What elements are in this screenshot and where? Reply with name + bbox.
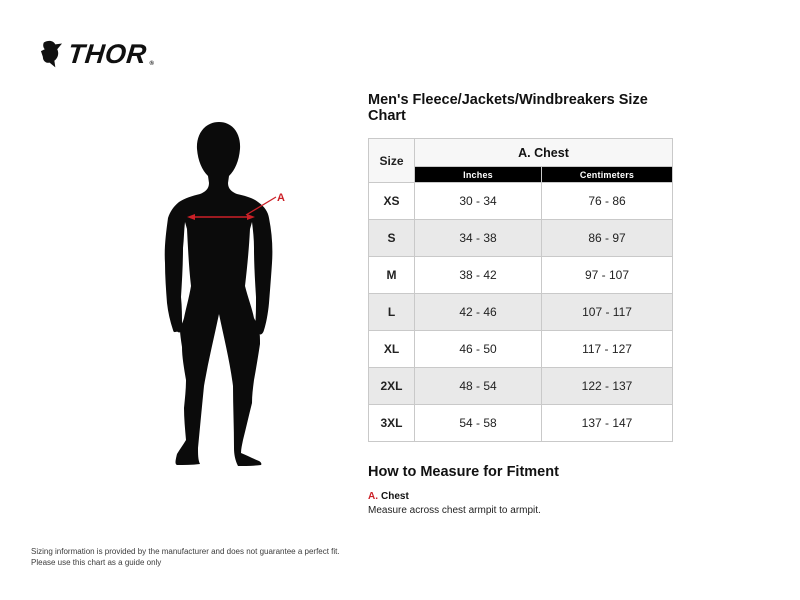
size-cell: 3XL	[369, 405, 415, 442]
size-cell: XS	[369, 183, 415, 220]
centimeters-cell: 117 - 127	[542, 331, 673, 368]
inches-cell: 54 - 58	[415, 405, 542, 442]
how-to-measure-heading: How to Measure for Fitment	[368, 464, 559, 480]
table-row	[369, 368, 673, 405]
inches-cell: 48 - 54	[415, 368, 542, 405]
table-row	[369, 331, 673, 368]
size-chart-header	[369, 139, 673, 183]
centimeters-cell: 76 - 86	[542, 183, 673, 220]
table-row	[369, 405, 673, 442]
measure-item-title	[368, 491, 672, 503]
measure-item-letter: A.	[368, 491, 378, 502]
disclaimer-line-1: Sizing information is provided by the manufacturer and does not guarantee a perfect fit.	[31, 547, 340, 556]
brand-logo	[40, 39, 154, 69]
measure-item-chest	[368, 491, 672, 516]
size-cell: M	[369, 257, 415, 294]
size-chart-title: Men's Fleece/Jackets/Windbreakers Size Chart	[368, 92, 648, 124]
how-to-measure-section	[368, 464, 672, 516]
inches-unit-header: Inches	[415, 167, 542, 183]
inches-cell: 46 - 50	[415, 331, 542, 368]
thor-helmet-icon	[40, 39, 63, 69]
table-row	[369, 257, 673, 294]
body-silhouette-figure	[138, 118, 302, 470]
size-cell: S	[369, 220, 415, 257]
centimeters-cell: 97 - 107	[542, 257, 673, 294]
inches-cell: 30 - 34	[415, 183, 542, 220]
male-silhouette-graphic	[138, 118, 302, 470]
disclaimer-line-2: Please use this chart as a guide only	[31, 557, 162, 567]
inches-cell: 38 - 42	[415, 257, 542, 294]
brand-logo-text: THOR	[66, 38, 149, 69]
size-chart-table	[368, 138, 673, 442]
centimeters-cell: 122 - 137	[542, 368, 673, 405]
disclaimer-footnote	[31, 547, 340, 569]
brand-reg-mark: ®	[149, 61, 154, 67]
table-row	[369, 220, 673, 257]
centimeters-unit-header: Centimeters	[542, 167, 673, 183]
size-chart-panel	[368, 92, 672, 516]
table-row	[369, 294, 673, 331]
inches-cell: 42 - 46	[415, 294, 542, 331]
centimeters-cell: 137 - 147	[542, 405, 673, 442]
inches-cell: 34 - 38	[415, 220, 542, 257]
centimeters-cell: 86 - 97	[542, 220, 673, 257]
table-row	[369, 183, 673, 220]
size-chart-body	[369, 183, 673, 442]
size-cell: 2XL	[369, 368, 415, 405]
measure-item-description: Measure across chest armpit to armpit.	[368, 505, 541, 516]
chest-group-header: A. Chest	[415, 139, 673, 167]
size-cell: L	[369, 294, 415, 331]
centimeters-cell: 107 - 117	[542, 294, 673, 331]
measure-point-label: A	[277, 192, 285, 204]
measure-item-name: Chest	[381, 491, 409, 502]
size-column-header: Size	[369, 139, 415, 183]
size-cell: XL	[369, 331, 415, 368]
